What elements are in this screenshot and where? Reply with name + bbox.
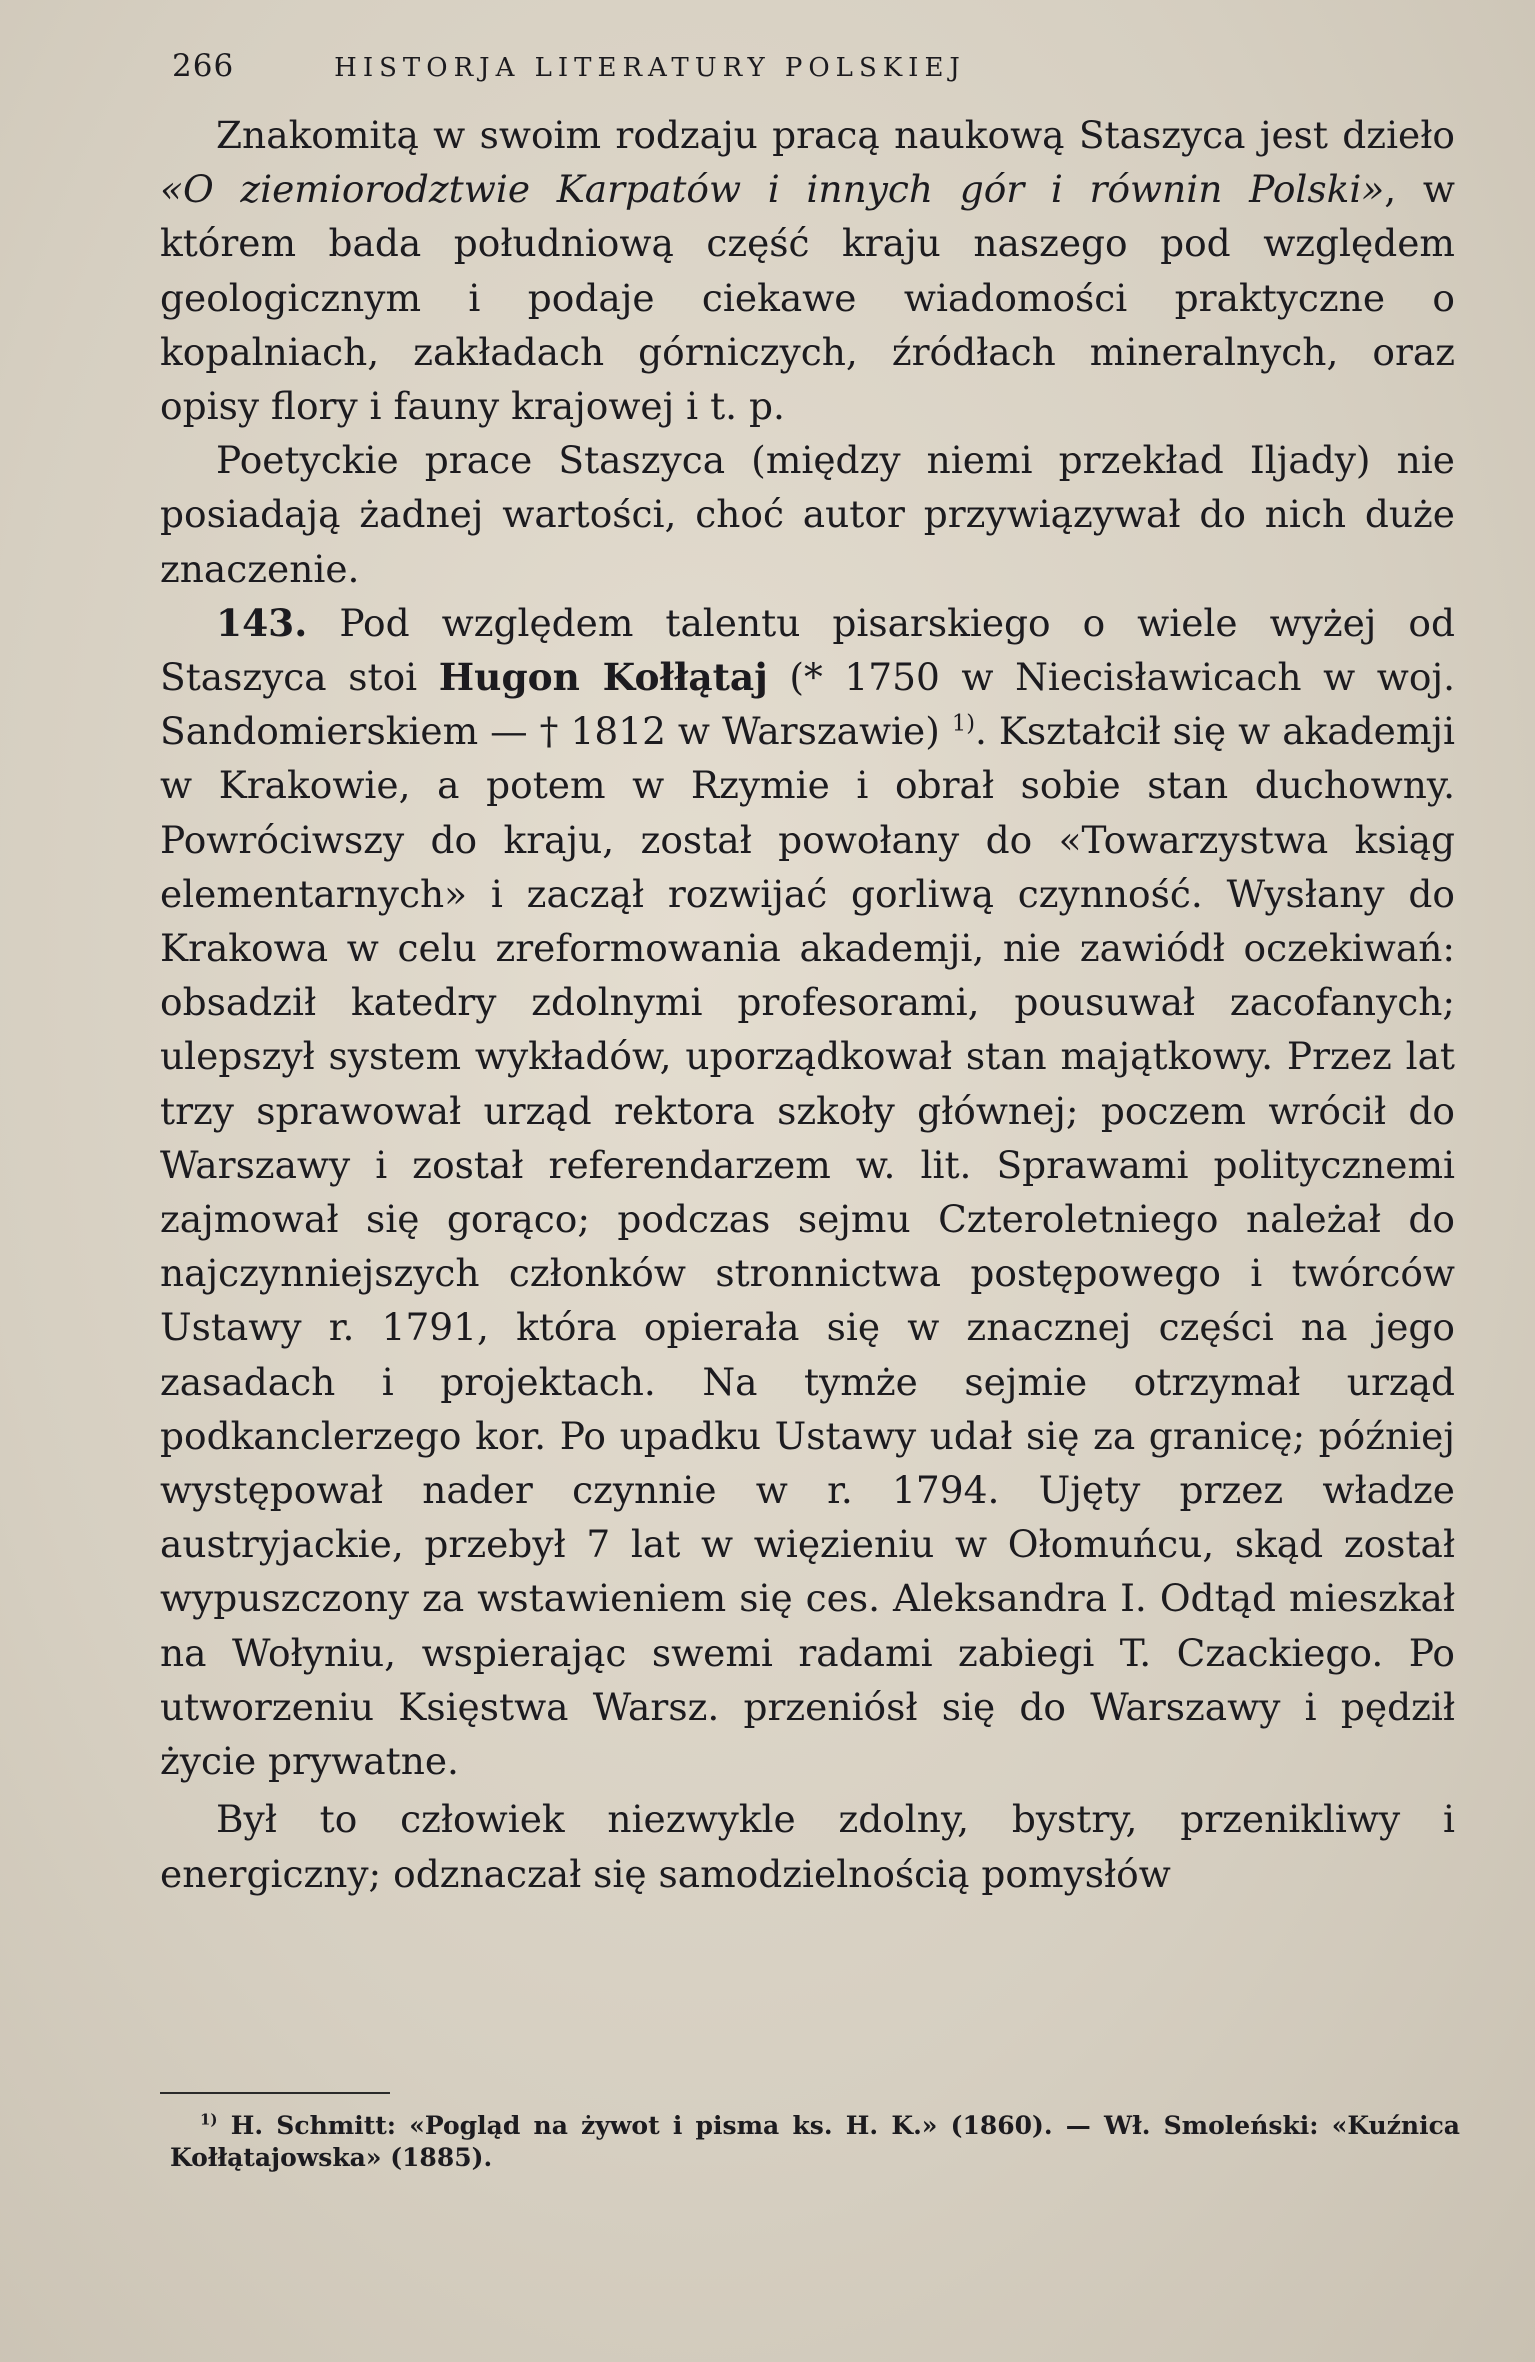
- paragraph-1-text-b: , w którem bada południową część kraju naszego pod względem geologicznym i podaje ciekawe wiadomości praktyczne o kopalniach, zakładach górniczych, źródłach mineralnych, oraz opisy flory i fauny krajowej i t. p.: [160, 167, 1455, 429]
- book-title-reference: «O ziemiorodztwie Karpatów i innych gór i równin Polski»: [160, 167, 1385, 212]
- body-text: [160, 108, 1455, 1901]
- paragraph-3: [160, 596, 1455, 1788]
- page-number: 266: [172, 48, 235, 84]
- footnote-reference[interactable]: 1): [951, 710, 975, 737]
- footnotes: [170, 2110, 1460, 2174]
- footnote-marker: 1): [200, 2110, 218, 2129]
- paragraph-3-text-b: (* 1750 w Niecisławicach w woj. Sandomierskiem — † 1812 w Warszawie): [160, 655, 1455, 754]
- paragraph-1-text-a: Znakomitą w swoim rodzaju pracą naukową Staszyca jest dzieło: [216, 113, 1455, 157]
- paragraph-4: Był to człowiek niezwykle zdolny, bystry, przenikliwy i energiczny; odznaczał się samodzielnością pomysłów: [160, 1797, 1455, 1896]
- paragraph-3-text-a: Pod względem talentu pisarskiego o wiele wyżej od Staszyca stoi: [160, 600, 1455, 700]
- running-head: HISTORJA LITERATURY POLSKIEJ: [334, 53, 966, 83]
- paragraph-3-text-c: . Kształcił się w akademji w Krakowie, a potem w Rzymie i obrał sobie stan duchowny. Powróciwszy do kraju, został powołany do «Towarzystwa ksiąg elementarnych» i zaczął rozwijać gorliwą czynność. Wysłany do Krakowa w celu zreformowania akademji, nie zawiódł oczekiwań: obsadził katedry zdolnymi profesorami, pousuwał zacofanych; ulepszył system wykładów, uporządkował stan majątkowy. Przez lat trzy sprawował urząd rektora szkoły głównej; poczem wrócił do Warszawy i został referendarzem w. lit. Sprawami politycznemi zajmował się gorąco; podczas sejmu Czteroletniego należał do najczynniejszych członków stronnictwa postępowego i twórców Ustawy r. 1791, która opierała się w znacznej części na jego zasadach i projektach. Na tymże sejmie otrzymał urząd podkanclerzego kor. Po upadku Ustawy udał się za granicę; później występował nader czynnie w r. 1794. Ujęty przez władze austryjackie, przebył 7 lat w więzieniu w Ołomuńcu, skąd został wypuszczony za wstawieniem się ces. Aleksandra I. Odtąd mieszkał na Wołyniu, wspierając swemi radami zabiegi T. Czackiego. Po utworzeniu Księstwa Warsz. przeniósł się do Warszawy i pędził życie prywatne.: [160, 709, 1456, 1784]
- footnote-divider: [160, 2092, 390, 2094]
- footnote-1: [170, 2110, 1460, 2174]
- footnote-text: H. Schmitt: «Pogląd na żywot i pisma ks. H. K.» (1860). — Wł. Smoleński: «Kuźnica Kołłątajowska» (1885).: [170, 2111, 1460, 2172]
- page-header: [172, 48, 1472, 96]
- section-number: 143.: [216, 600, 308, 645]
- paragraph-2: Poetyckie prace Staszyca (między niemi przekład Iljady) nie posiadają żadnej wartości, choć autor przywiązywał do nich duże znaczenie.: [160, 438, 1455, 591]
- paragraph-1: [160, 108, 1455, 433]
- person-name: Hugon Kołłątaj: [438, 655, 768, 700]
